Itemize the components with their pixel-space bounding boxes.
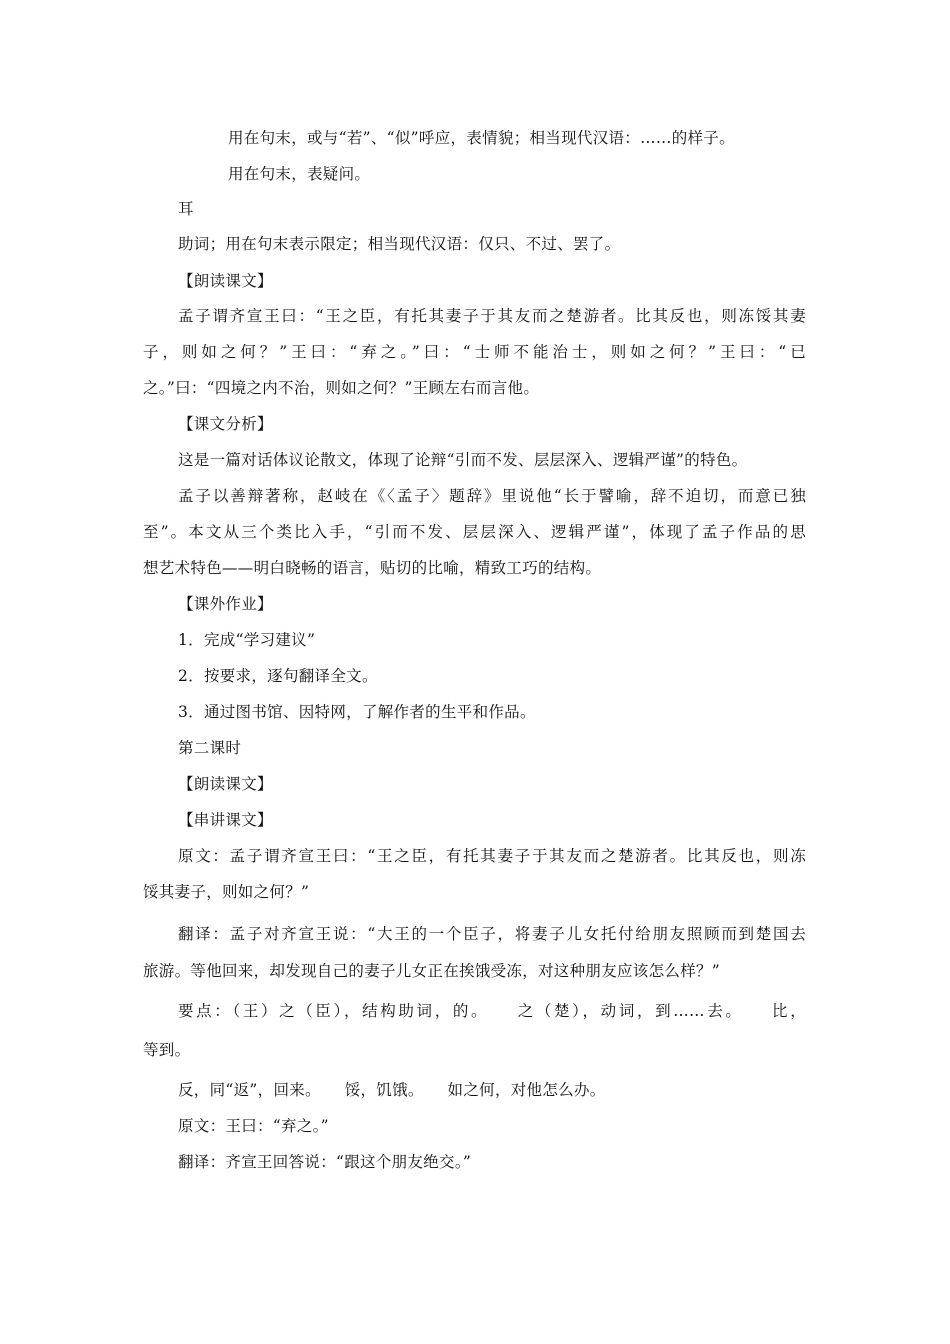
text-line: 原文：孟子谓齐宣王曰：“王之臣，有托其妻子于其友而之楚游者。比其反也，则冻: [178, 847, 806, 865]
text-line: 旅游。等他回来，却发现自己的妻子儿女正在挨饿受冻，对这种朋友应该怎么样？”: [143, 962, 721, 980]
text-line: 反，同“返”，回来。 馁，饥饿。 如之何，对他怎么办。: [178, 1081, 606, 1099]
text-line: 翻译：齐宣王回答说：“跟这个朋友绝交。”: [178, 1153, 472, 1171]
section-heading: 【课文分析】: [178, 415, 273, 433]
text-line: 这是一篇对话体议论散文，体现了论辩“引而不发、层层深入、逻辑严谨”的特色。: [178, 451, 748, 469]
text-line: 想艺术特色——明白晓畅的语言，贴切的比喻，精致工巧的结构。: [143, 559, 602, 577]
text-line: 孟子以善辩著称，赵岐在《〈孟子〉题辞》里说他“长于譬喻，辞不迫切，而意已独: [178, 487, 806, 505]
text-line: 馁其妻子，则如之何？”: [143, 883, 310, 901]
list-item: 3．通过图书馆、因特网，了解作者的生平和作品。: [178, 703, 536, 721]
section-heading: 【朗读课文】: [178, 775, 273, 793]
text-line: 用在句末，或与“若”、“似”呼应，表情貌；相当现代汉语：……的样子。: [228, 129, 735, 147]
text-line: 之。”曰：“四境之内不治，则如之何？”王顾左右而言他。: [143, 379, 540, 397]
text-line: 子，则如之何？”王曰：“弃之。”曰：“士师不能治士，则如之何？”王曰：“已: [143, 343, 806, 361]
text-line: 第二课时: [178, 739, 242, 757]
text-line: 至”。本文从三个类比入手，“引而不发、层层深入、逻辑严谨”，体现了孟子作品的思: [143, 523, 806, 541]
text-line: 孟子谓齐宣王曰：“王之臣，有托其妻子于其友而之楚游者。比其反也，则冻馁其妻: [178, 307, 806, 325]
section-heading: 【串讲课文】: [178, 811, 273, 829]
text-line: 翻译：孟子对齐宣王说：“大王的一个臣子，将妻子儿女托付给朋友照顾而到楚国去: [178, 925, 806, 943]
text-line: 耳: [178, 200, 194, 218]
section-heading: 【课外作业】: [178, 595, 273, 613]
section-heading: 【朗读课文】: [178, 272, 273, 290]
list-item: 1．完成“学习建议”: [178, 631, 316, 649]
text-line: 助词；用在句末表示限定；相当现代汉语：仅只、不过、罢了。: [178, 235, 621, 253]
text-line: 等到。: [143, 1041, 191, 1059]
text-line: 要点：（王）之（臣），结构助词，的。 之（楚），动词，到……去。 比，: [178, 1002, 806, 1020]
text-line: 用在句末，表疑问。: [228, 165, 371, 183]
text-line: 原文：王曰：“弃之。”: [178, 1117, 329, 1135]
list-item: 2．按要求，逐句翻译全文。: [178, 667, 378, 685]
